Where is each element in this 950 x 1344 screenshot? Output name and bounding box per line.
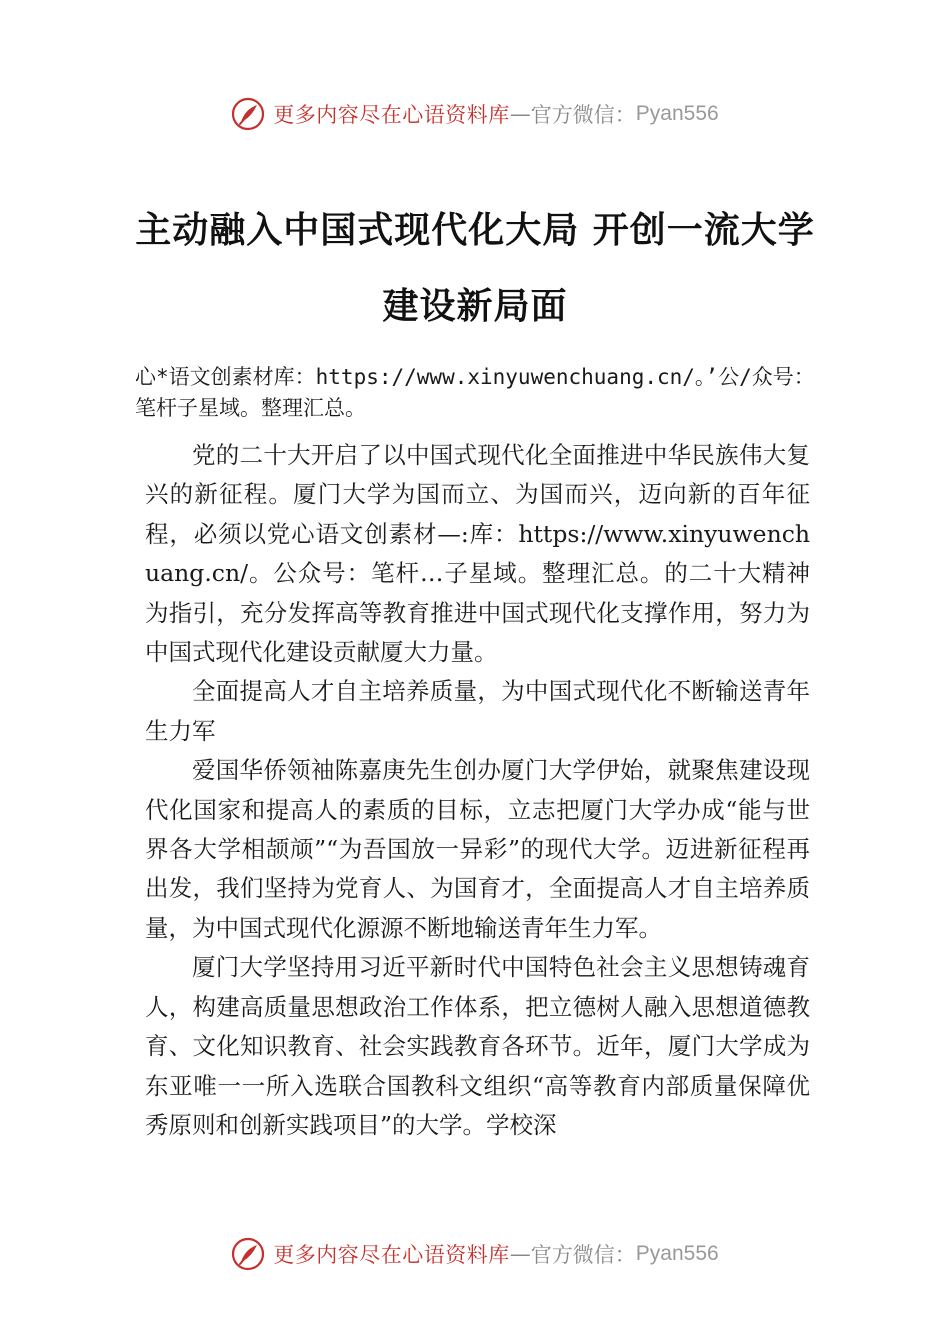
banner-contact-id: Pyan556 [635,102,719,125]
feather-pen-logo-icon [231,97,265,131]
document-title-line-2: 建设新局面 [382,286,568,327]
body-paragraph: 厦门大学坚持用习近平新时代中国特色社会主义思想铸魂育人，构建高质量思想政治工作体系，把立德树人融入思想道德教育、文化知识教育、社会实践教育各环节。近年，厦门大学成为东亚唯一一所入选联合国教科文组织“高等教育内部质量保障优秀原则和创新实践项目”的大学。学校深 [145,953,810,1139]
banner-separator: — [509,102,531,126]
footer-banner [0,1234,950,1274]
body-paragraph: 全面提高人才自主培养质量，为中国式现代化不断输送青年生力军 [145,677,810,745]
header-banner [0,94,950,134]
body-paragraph: 爱国华侨领袖陈嘉庚先生创办厦门大学伊始，就聚焦建设现代化国家和提高人的素质的目标，立志把厦门大学办成“能与世界各大学相颉颃”“为吾国放一异彩”的现代大学。迈进新征程再出发，我们坚持为党育人、为国育才，全面提高人才自主培养质量，为中国式现代化源源不断地输送青年生力军。 [145,756,810,942]
source-note: 心*语文创素材库：https://www.xinyuwenchuang.cn/。’公/众号：笔杆子星域。整理汇总。 [135,365,815,420]
body-paragraph: 党的二十大开启了以中国式现代化全面推进中华民族伟大复兴的新征程。厦门大学为国而立、为国而兴，迈向新的百年征程，必须以党心语文创素材—:库：https://www.xinyuwenchuang.cn/。公众号：笔杆…子星域。整理汇总。的二十大精神为指引，充分发挥高等教育推进中国式现代化支撑作用，努力为中国式现代化建设贡献厦大力量。 [145,441,810,667]
banner-brand-text: 更多内容尽在心语资料库 [273,103,510,127]
banner-separator: — [509,1242,531,1266]
banner-contact-label: 官方微信： [530,103,636,127]
banner-contact-label: 官方微信： [530,1243,636,1267]
feather-pen-logo-icon [231,1237,265,1271]
banner-contact-id: Pyan556 [635,1242,719,1265]
banner-brand-text: 更多内容尽在心语资料库 [273,1243,510,1267]
document-body [145,436,810,1145]
document-title-line-1: 主动融入中国式现代化大局 开创一流大学 [135,210,815,251]
